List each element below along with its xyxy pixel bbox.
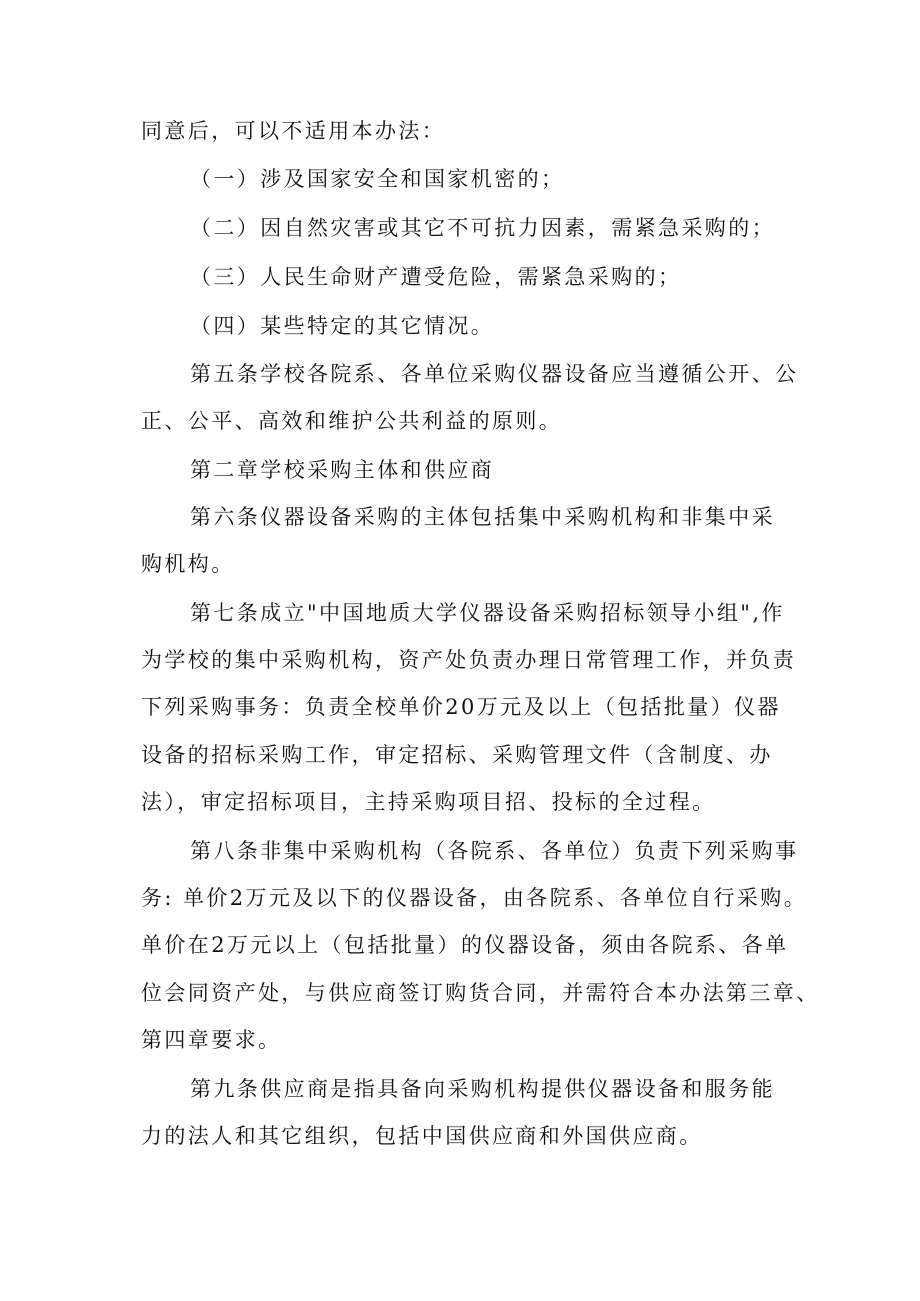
article-8-line: 位会同资产处，与供应商签订购货合同，并需符合本办法第三章、 — [141, 981, 820, 1005]
text-line: 同意后，可以不适用本办法： — [141, 119, 446, 143]
chapter-heading: 第二章学校采购主体和供应商 — [190, 458, 495, 482]
article-7-line: 下列采购事务：负责全校单价20万元及以上（包括批量）仪器 — [141, 695, 781, 719]
article-8-line: 第八条非集中采购机构（各院系、各单位）负责下列采购事 — [190, 839, 799, 863]
list-item-3: （三）人民生命财产遭受危险，需紧急采购的； — [190, 265, 682, 289]
article-8-line: 单价在2万元以上（包括批量）的仪器设备，须由各院系、各单 — [141, 933, 789, 957]
list-item-2: （二）因自然灾害或其它不可抗力因素，需紧急采购的； — [190, 216, 775, 240]
article-9-line: 力的法人和其它组织，包括中国供应商和外国供应商。 — [141, 1124, 703, 1148]
article-9-line: 第九条供应商是指具备向采购机构提供仪器设备和服务能 — [190, 1077, 775, 1101]
article-7-line: 法），审定招标项目，主持采购项目招、投标的全过程。 — [141, 790, 716, 814]
article-6-line: 购机构。 — [141, 552, 235, 576]
article-5-line: 第五条学校各院系、各单位采购仪器设备应当遵循公开、公 — [190, 362, 799, 386]
article-6-line: 第六条仪器设备采购的主体包括集中采购机构和非集中采 — [190, 505, 775, 529]
list-item-4: （四）某些特定的其它情况。 — [190, 314, 495, 338]
article-8-line: 务: 单价2万元及以下的仪器设备，由各院系、各单位自行采购。 — [141, 886, 808, 910]
article-5-line: 正、公平、高效和维护公共利益的原则。 — [141, 409, 563, 433]
article-7-line: 第七条成立"中国地质大学仪器设备采购招标领导小组",作 — [190, 601, 785, 625]
list-item-1: （一）涉及国家安全和国家机密的； — [190, 167, 565, 191]
article-7-line: 设备的招标采购工作，审定招标、采购管理文件（含制度、办 — [141, 743, 773, 767]
article-7-line: 为学校的集中采购机构，资产处负责办理日常管理工作，并负责 — [141, 648, 797, 672]
article-8-line: 第四章要求。 — [141, 1028, 282, 1052]
